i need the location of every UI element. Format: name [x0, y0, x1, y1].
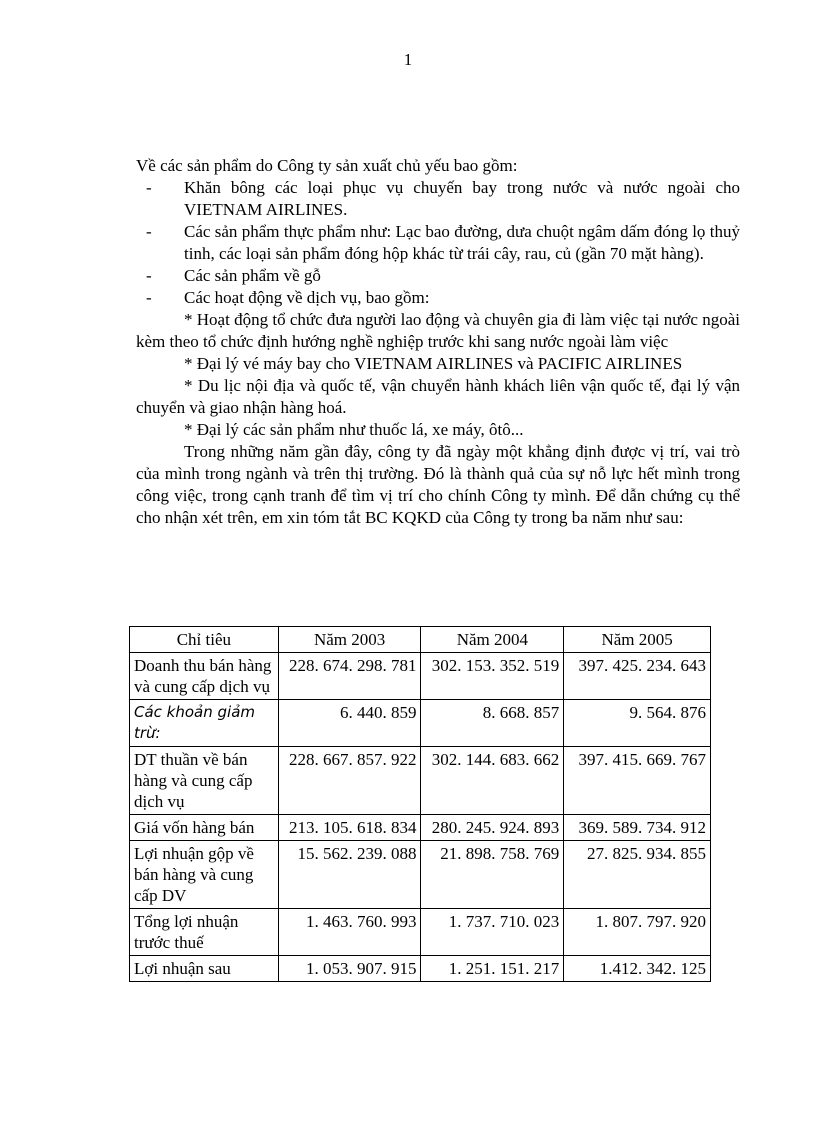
header-year-2005: Năm 2005: [564, 627, 711, 653]
value-2004: 21. 898. 758. 769: [421, 841, 564, 909]
list-item-text: Khăn bông các loại phục vụ chuyến bay trong nước và nước ngoài cho VIETNAM AIRLINES.: [184, 178, 740, 219]
dash-bullet-icon: -: [146, 288, 152, 307]
value-2003: 228. 667. 857. 922: [278, 747, 421, 815]
list-item-text: Các sản phẩm thực phẩm như: Lạc bao đường, dưa chuột ngâm dấm đóng lọ thuỷ tinh, các loại sản phẩm đóng hộp khác từ trái cây, rau, củ (gần 70 mặt hàng).: [184, 222, 740, 263]
row-label: Giá vốn hàng bán: [130, 815, 279, 841]
product-list: [136, 177, 740, 309]
row-label: Tổng lợi nhuận trước thuế: [130, 909, 279, 956]
value-2003: 1. 463. 760. 993: [278, 909, 421, 956]
value-2005: 397. 425. 234. 643: [564, 653, 711, 700]
table-row: [130, 841, 711, 909]
value-2003: 228. 674. 298. 781: [278, 653, 421, 700]
row-label: DT thuần về bán hàng và cung cấp dịch vụ: [130, 747, 279, 815]
value-2005: 1.412. 342. 125: [564, 956, 711, 982]
value-2005: 369. 589. 734. 912: [564, 815, 711, 841]
document-body: [136, 155, 740, 529]
service-item: * Du lịc nội địa và quốc tế, vận chuyển hành khách liên vận quốc tế, đại lý vận chuyển và giao nhận hàng hoá.: [136, 376, 740, 417]
value-2003: 6. 440. 859: [278, 700, 421, 747]
row-label: Doanh thu bán hàng và cung cấp dịch vụ: [130, 653, 279, 700]
row-label: Lợi nhuận sau: [130, 956, 279, 982]
value-2003: 15. 562. 239. 088: [278, 841, 421, 909]
summary-paragraph: Trong những năm gần đây, công ty đã ngày một khẳng định được vị trí, vai trò của mình trong ngành và trên thị trường. Đó là thành quả của sự nỗ lực hết mình trong công việc, trong cạnh tranh để tìm vị trí cho chính Công ty mình. Để dẫn chứng cụ thể cho nhận xét trên, em xin tóm tắt BC KQKD của Công ty trong ba năm như sau:: [136, 442, 740, 527]
table-row: [130, 956, 711, 982]
header-indicator: Chỉ tiêu: [130, 627, 279, 653]
row-label: Các khoản giảm trừ:: [130, 700, 279, 747]
list-item-text: Các hoạt động về dịch vụ, bao gồm:: [184, 288, 430, 307]
service-item: * Đại lý các sản phẩm như thuốc lá, xe máy, ôtô...: [184, 420, 524, 439]
intro-line: Về các sản phẩm do Công ty sản xuất chủ yếu bao gồm:: [136, 156, 518, 175]
row-label: Lợi nhuận gộp về bán hàng và cung cấp DV: [130, 841, 279, 909]
header-year-2003: Năm 2003: [278, 627, 421, 653]
list-item-text: Các sản phẩm về gỗ: [184, 266, 321, 285]
value-2004: 302. 153. 352. 519: [421, 653, 564, 700]
dash-bullet-icon: -: [146, 266, 152, 285]
business-results-table: [129, 626, 711, 982]
dash-bullet-icon: -: [146, 222, 152, 241]
table-header-row: [130, 627, 711, 653]
table-row: [130, 700, 711, 747]
dash-bullet-icon: -: [146, 178, 152, 197]
value-2004: 1. 737. 710. 023: [421, 909, 564, 956]
value-2005: 27. 825. 934. 855: [564, 841, 711, 909]
list-item: [136, 265, 740, 287]
table-row: [130, 909, 711, 956]
page-number: 1: [403, 50, 413, 69]
value-2004: 1. 251. 151. 217: [421, 956, 564, 982]
list-item: [136, 221, 740, 265]
service-item: * Đại lý vé máy bay cho VIETNAM AIRLINES và PACIFIC AIRLINES: [184, 354, 683, 373]
value-2003: 1. 053. 907. 915: [278, 956, 421, 982]
table-row: [130, 653, 711, 700]
value-2003: 213. 105. 618. 834: [278, 815, 421, 841]
value-2004: 8. 668. 857: [421, 700, 564, 747]
value-2005: 9. 564. 876: [564, 700, 711, 747]
value-2004: 302. 144. 683. 662: [421, 747, 564, 815]
table-row: [130, 815, 711, 841]
value-2004: 280. 245. 924. 893: [421, 815, 564, 841]
list-item: [136, 177, 740, 221]
value-2005: 397. 415. 669. 767: [564, 747, 711, 815]
value-2005: 1. 807. 797. 920: [564, 909, 711, 956]
list-item: [136, 287, 740, 309]
header-year-2004: Năm 2004: [421, 627, 564, 653]
service-item: * Hoạt động tổ chức đưa người lao động và chuyên gia đi làm việc tại nước ngoài kèm theo tổ chức định hướng nghề nghiệp trước khi sang nước ngoài làm việc: [136, 310, 740, 351]
table-row: [130, 747, 711, 815]
